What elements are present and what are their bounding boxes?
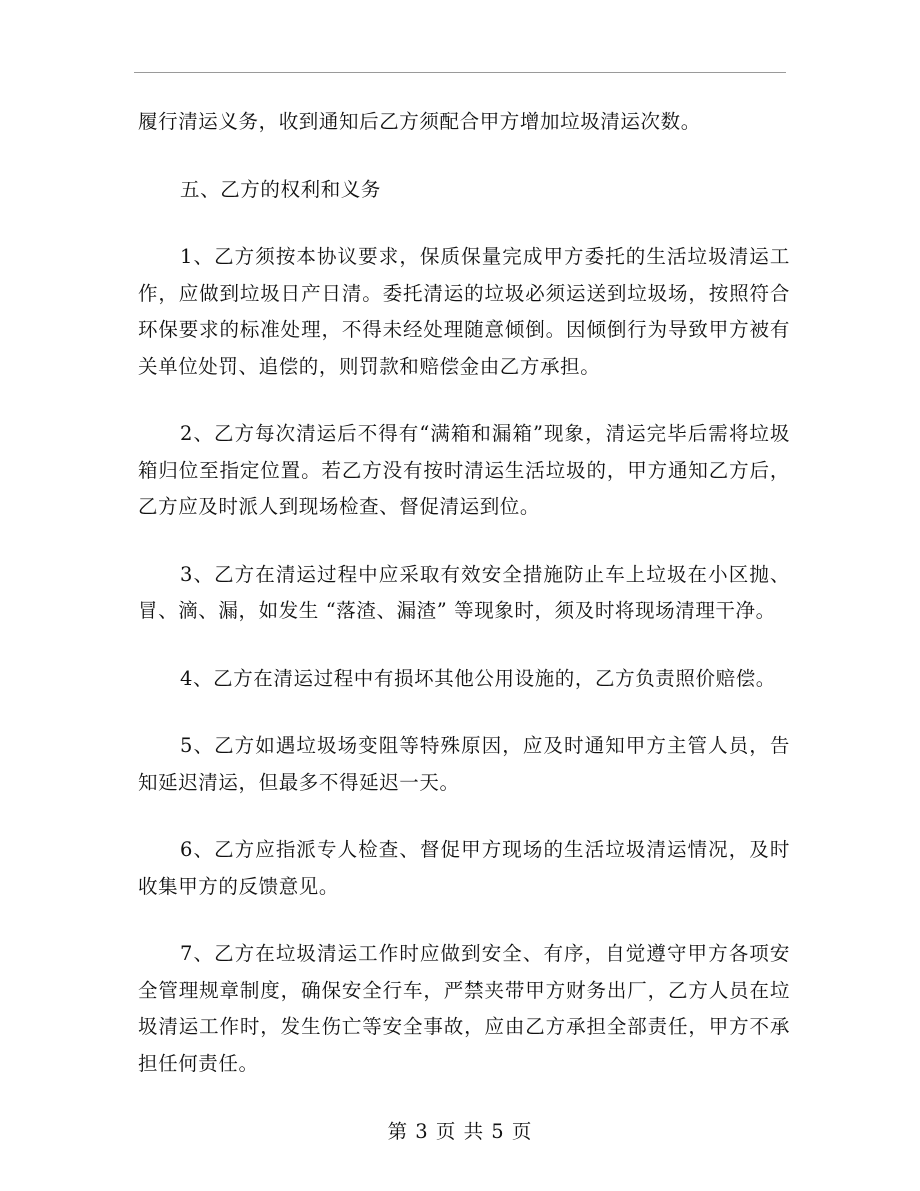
paragraph-item-5: 5、乙方如遇垃圾场变阻等特殊原因，应及时通知甲方主管人员，告知延迟清运，但最多不得延迟一天。 — [138, 734, 790, 794]
paragraph-item-6: 6、乙方应指派专人检查、督促甲方现场的生活垃圾清运情况，及时收集甲方的反馈意见。 — [138, 838, 790, 898]
header-rule — [134, 72, 786, 73]
page-number-footer: 第 3 页 共 5 页 — [387, 1120, 533, 1143]
paragraph-item-4: 4、乙方在清运过程中有损坏其他公用设施的，乙方负责照价赔偿。 — [180, 666, 776, 690]
paragraph-item-3: 3、乙方在清运过程中应采取有效安全措施防止车上垃圾在小区抛、冒、滴、漏，如发生 “落渣、漏渣” 等现象时，须及时将现场清理干净。 — [138, 562, 790, 622]
document-body — [138, 104, 790, 1082]
paragraph-item-1: 1、乙方须按本协议要求，保质保量完成甲方委托的生活垃圾清运工作，应做到垃圾日产日清。委托清运的垃圾必须运送到垃圾场，按照符合环保要求的标准处理，不得未经处理随意倾倒。因倾倒行为导致甲方被有关单位处罚、追偿的，则罚款和赔偿金由乙方承担。 — [138, 245, 790, 378]
paragraph-item-2: 2、乙方每次清运后不得有“满箱和漏箱”现象，清运完毕后需将垃圾箱归位至指定位置。若乙方没有按时清运生活垃圾的，甲方通知乙方后，乙方应及时派人到现场检查、督促清运到位。 — [138, 422, 790, 518]
paragraph-item-7: 7、乙方在垃圾清运工作时应做到安全、有序，自觉遵守甲方各项安全管理规章制度，确保安全行车，严禁夹带甲方财务出厂，乙方人员在垃圾清运工作时，发生伤亡等安全事故，应由乙方承担全部责任，甲方不承担任何责任。 — [138, 942, 790, 1075]
section-heading: 五、乙方的权利和义务 — [180, 177, 382, 201]
paragraph-continuation: 履行清运义务，收到通知后乙方须配合甲方增加垃圾清运次数。 — [138, 110, 701, 133]
